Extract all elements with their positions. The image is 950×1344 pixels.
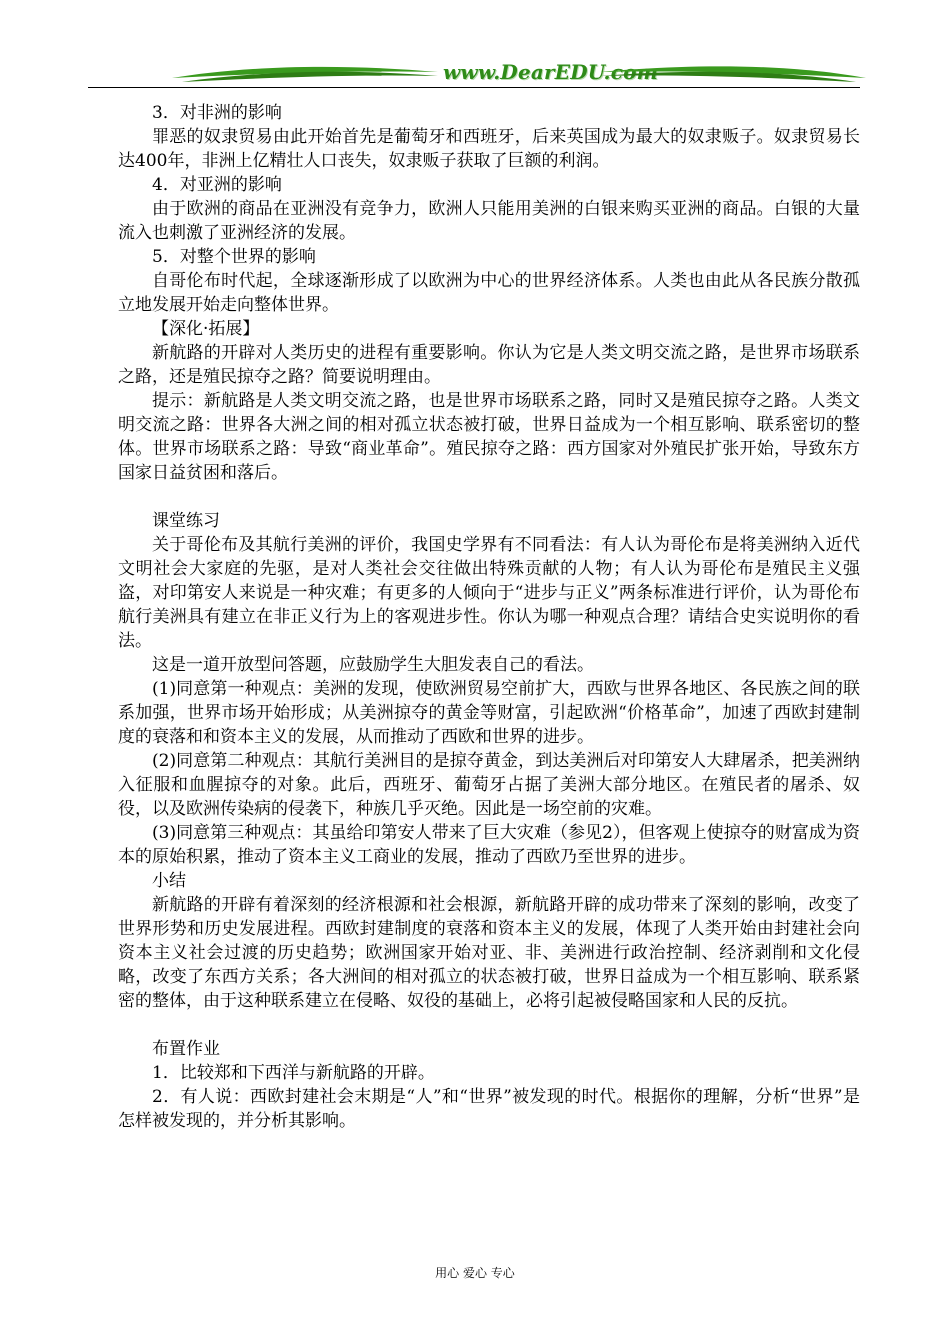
heading-deepen-extend: 【深化·拓展】 bbox=[152, 319, 260, 339]
site-logo-text: www.DearEDU.com bbox=[443, 60, 659, 84]
heading-asia: 4．对亚洲的影响 bbox=[152, 175, 282, 195]
page-header bbox=[88, 58, 860, 90]
header-rule bbox=[88, 87, 860, 88]
spacer bbox=[118, 1013, 860, 1037]
homework-item-2: 2．有人说：西欧封建社会末期是“人”和“世界”被发现的时代。根据你的理解，分析“世界”是怎样被发现的，并分析其影响。 bbox=[118, 1087, 860, 1131]
paragraph-view-1: (1)同意第一种观点：美洲的发现，使欧洲贸易空前扩大，西欧与世界各地区、各民族之间的联系加强，世界市场开始形成；从美洲掠夺的黄金等财富，引起欧洲“价格革命”，加速了西欧封建制度的衰落和和资本主义的发展，从而推动了西欧和世界的进步。 bbox=[118, 679, 860, 747]
heading-classroom-practice: 课堂练习 bbox=[152, 511, 220, 531]
paragraph-view-2: (2)同意第二种观点：其航行美洲目的是掠夺黄金，到达美洲后对印第安人大肆屠杀，把美洲纳入征服和血腥掠夺的对象。此后，西班牙、葡萄牙占据了美洲大部分地区。在殖民者的屠杀、奴役，以及欧洲传染病的侵袭下，种族几乎灭绝。因此是一场空前的灾难。 bbox=[118, 751, 860, 819]
paragraph-practice-question: 关于哥伦布及其航行美洲的评价，我国史学界有不同看法：有人认为哥伦布是将美洲纳入近代文明社会大家庭的先驱，是对人类社会交往做出特殊贡献的人物；有人认为哥伦布是殖民主义强盗，对印第安人来说是一种灾难；有更多的人倾向于“进步与正义”两条标准进行评价，认为哥伦布航行美洲具有建立在非正义行为上的客观进步性。你认为哪一种观点合理？请结合史实说明你的看法。 bbox=[118, 535, 860, 651]
heading-homework: 布置作业 bbox=[152, 1039, 220, 1059]
paragraph-question: 新航路的开辟对人类历史的进程有重要影响。你认为它是人类文明交流之路，是世界市场联系之路，还是殖民掠夺之路？简要说明理由。 bbox=[118, 343, 860, 387]
paragraph-asia: 由于欧洲的商品在亚洲没有竞争力，欧洲人只能用美洲的白银来购买亚洲的商品。白银的大量流入也刺激了亚洲经济的发展。 bbox=[118, 199, 860, 243]
document-body bbox=[118, 101, 860, 1133]
paragraph-practice-note: 这是一道开放型问答题，应鼓励学生大胆发表自己的看法。 bbox=[152, 655, 594, 675]
spacer bbox=[118, 485, 860, 509]
right-swoosh-decoration bbox=[600, 58, 866, 86]
paragraph-summary: 新航路的开辟有着深刻的经济根源和社会根源，新航路开辟的成功带来了深刻的影响，改变了世界形势和历史发展进程。西欧封建制度的衰落和资本主义的发展，体现了人类开始由封建社会向资本主义社会过渡的历史趋势；欧洲国家开始对亚、非、美洲进行政治控制、经济剥削和文化侵略，改变了东西方关系；各大洲间的相对孤立的状态被打破，世界日益成为一个相互影响、联系紧密的整体，由于这种联系建立在侵略、奴役的基础上，必将引起被侵略国家和人民的反抗。 bbox=[118, 895, 860, 1011]
heading-summary: 小结 bbox=[152, 871, 186, 891]
paragraph-hint: 提示：新航路是人类文明交流之路，也是世界市场联系之路，同时又是殖民掠夺之路。人类文明交流之路：世界各大洲之间的相对孤立状态被打破，世界日益成为一个相互影响、联系密切的整体。世界市场联系之路：导致“商业革命”。殖民掠夺之路：西方国家对外殖民扩张开始，导致东方国家日益贫困和落后。 bbox=[118, 391, 860, 483]
paragraph-world: 自哥伦布时代起，全球逐渐形成了以欧洲为中心的世界经济体系。人类也由此从各民族分散孤立地发展开始走向整体世界。 bbox=[118, 271, 860, 315]
homework-item-1: 1．比较郑和下西洋与新航路的开辟。 bbox=[152, 1063, 435, 1083]
page-footer: 用心 爱心 专心 bbox=[435, 1266, 515, 1280]
paragraph-view-3: (3)同意第三种观点：其虽给印第安人带来了巨大灾难（参见2），但客观上使掠夺的财富成为资本的原始积累，推动了资本主义工商业的发展，推动了西欧乃至世界的进步。 bbox=[118, 823, 860, 867]
left-swoosh-decoration bbox=[172, 58, 438, 86]
heading-world: 5．对整个世界的影响 bbox=[152, 247, 316, 267]
paragraph-africa: 罪恶的奴隶贸易由此开始首先是葡萄牙和西班牙，后来英国成为最大的奴隶贩子。奴隶贸易长达400年，非洲上亿精壮人口丧失，奴隶贩子获取了巨额的利润。 bbox=[118, 127, 860, 171]
heading-africa: 3．对非洲的影响 bbox=[152, 103, 282, 123]
